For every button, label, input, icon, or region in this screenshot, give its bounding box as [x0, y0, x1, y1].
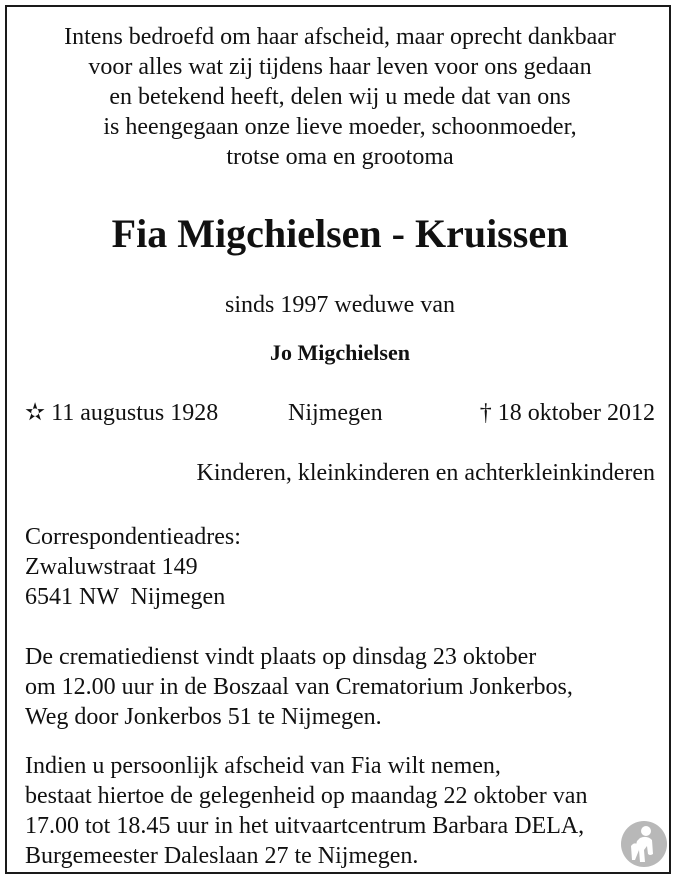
- correspondence-address: [25, 522, 241, 612]
- birth-date: ✫ 11 augustus 1928: [25, 400, 219, 426]
- announcement-content: [25, 22, 655, 869]
- paragraph-line: De crematiedienst vindt plaats op dinsdag 23 oktober: [25, 644, 537, 670]
- paragraph-line: Indien u persoonlijk afscheid van Fia wilt nemen,: [25, 753, 501, 779]
- paragraph-line: 17.00 tot 18.45 uur in het uitvaartcentrum Barbara DELA,: [25, 813, 585, 839]
- paragraph-line: Weg door Jonkerbos 51 te Nijmegen.: [25, 704, 382, 730]
- cremation-paragraph: [25, 642, 655, 732]
- paragraph-line: Burgemeester Daleslaan 27 te Nijmegen.: [25, 843, 419, 869]
- widow-line: sinds 1997 weduwe van: [225, 292, 455, 318]
- death-date: † 18 oktober 2012: [479, 400, 655, 426]
- farewell-paragraph: [25, 751, 655, 871]
- intro-line: en betekend heeft, delen wij u mede dat van ons: [109, 84, 571, 110]
- deceased-name: Fia Migchielsen - Kruissen: [111, 211, 569, 256]
- family-signature: Kinderen, kleinkinderen en achterkleinkinderen: [196, 460, 655, 486]
- paragraph-line: om 12.00 uur in de Boszaal van Crematorium Jonkerbos,: [25, 674, 573, 700]
- intro-text: [25, 22, 655, 172]
- paragraph-line: bestaat hiertoe de gelegenheid op maandag 22 oktober van: [25, 783, 588, 809]
- intro-line: Intens bedroefd om haar afscheid, maar oprecht dankbaar: [64, 24, 616, 50]
- dates-row: [25, 398, 655, 428]
- address-line: 6541 NW Nijmegen: [25, 584, 226, 610]
- intro-line: is heengegaan onze lieve moeder, schoonmoeder,: [103, 114, 577, 140]
- intro-line: voor alles wat zij tijdens haar leven voor ons gedaan: [88, 54, 592, 80]
- place: Nijmegen: [288, 400, 383, 426]
- mourning-figure-icon: [620, 820, 668, 868]
- intro-line: trotse oma en grootoma: [226, 144, 454, 170]
- spouse-name: Jo Migchielsen: [270, 340, 410, 365]
- address-line: Zwaluwstraat 149: [25, 554, 198, 580]
- address-line: Correspondentieadres:: [25, 524, 241, 550]
